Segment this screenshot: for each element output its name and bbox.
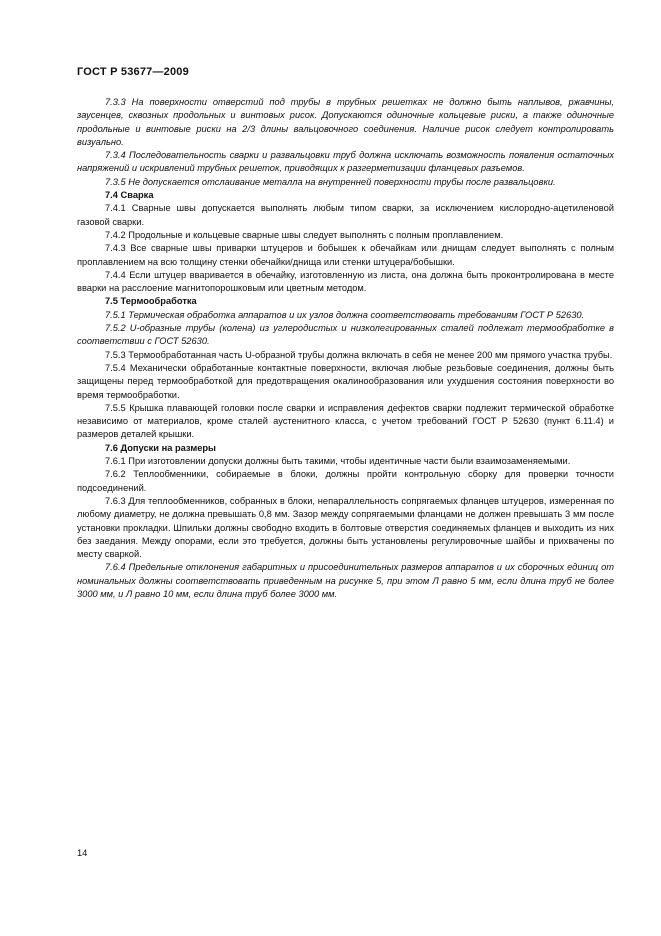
paragraph-7-5-5: 7.5.5 Крышка плавающей головки после сварки и исправления дефектов сварки подлежит термической обработке независимо от материалов, кроме сталей аустенитного класса, с учетом требований ГОСТ Р 52630 (пункт 6.11.4) и размеров деталей крышки. <box>77 402 614 440</box>
paragraph-7-3-3: 7.3.3 На поверхности отверстий под трубы в трубных решетках не должно быть наплывов, ржавчины, заусенцев, сквозных продольных и винтовых рисок. Допускаются одиночные кольцевые риски, а также одиночные продольные и винтовые риски на 2/3 длины вальцовочного соединения. Наличие рисок следует контролировать визуально. <box>77 97 614 147</box>
paragraph-7-5-1: 7.5.1 Термическая обработка аппаратов и их узлов должна соответствовать требованиям ГОСТ Р 52630. <box>105 309 585 320</box>
paragraph-7-6-4: 7.6.4 Предельные отклонения габаритных и присоединительных размеров аппаратов и их сборочных единиц от номинальных должны соответствовать приведенным на рисунке 5, при этом Л равно 5 мм, если длина труб не более 3000 мм, и Л равно 10 мм, если длина труб более 3000 мм. <box>77 562 614 599</box>
paragraph-7-4-4: 7.4.4 Если штуцер вваривается в обечайку, изготовленную из листа, она должна быть проконтролирована в месте вварки на расслоение магнитопорошковым или цветным методом. <box>77 269 614 294</box>
paragraph-7-4-1: 7.4.1 Сварные швы допускается выполнять любым типом сварки, за исключением кислородно-ацетиленовой газовой сварки. <box>77 203 614 227</box>
paragraph-7-5-2: 7.5.2 U-образные трубы (колена) из углеродистых и низколегированных сталей подлежат термообработке в соответствии с ГОСТ 52630. <box>77 323 614 347</box>
paragraph-7-4-2: 7.4.2 Продольные и кольцевые сварные швы следует выполнять с полным проплавлением. <box>105 229 504 240</box>
paragraph-7-4-3: 7.4.3 Все сварные швы приварки штуцеров и бобышек к обечайкам или днищам следует выполнять с полным проплавлением на всю толщину стенки обечайки/днища или стенки штуцера/бобышки. <box>77 243 614 267</box>
document-body <box>77 96 614 601</box>
paragraph-7-5-3: 7.5.3 Термообработанная часть U-образной трубы должна включать в себя не менее 200 мм прямого участка трубы. <box>105 349 613 360</box>
paragraph-7-6-1: 7.6.1 При изготовлении допуски должны быть такими, чтобы идентичные части были взаимозаменяемыми. <box>105 456 571 467</box>
paragraph-7-3-4: 7.3.4 Последовательность сварки и развальцовки труб должна исключать возможность появления остаточных напряжений и искривлений трубных решеток, приводящих к разгерметизации фланцевых разъемов. <box>77 150 614 174</box>
paragraph-7-5-4: 7.5.4 Механически обработанные контактные поверхности, включая любые резьбовые соединения, должны быть защищены перед термообработкой для предотвращения окалинообразования или ухудшения состояния поверхности во время термообработки. <box>77 362 614 400</box>
document-header: ГОСТ Р 53677—2009 <box>77 66 189 78</box>
paragraph-7-6-2: 7.6.2 Теплообменники, собираемые в блоки, должны пройти контрольную сборку для проверки точности подсоединений. <box>77 469 614 493</box>
paragraph-7-6-3: 7.6.3 Для теплообменников, собранных в блоки, непараллельность сопрягаемых фланцев штуцеров, измеренная по любому диаметру, не должна превышать 0,8 мм. Зазор между сопрягаемыми фланцами не должен превышать 3 мм после установки прокладки. Шпильки должны свободно входить в болтовые отверстия соединяемых фланцев и выходить из них без заедания. Между опорами, если это требуется, должны быть установлены регулировочные шайбы и прихвачены по месту сваркой. <box>77 495 614 560</box>
page-number: 14 <box>77 848 88 858</box>
section-heading-7-6: 7.6 Допуски на размеры <box>105 442 216 453</box>
section-heading-7-4: 7.4 Сварка <box>105 190 154 201</box>
paragraph-7-3-5: 7.3.5 Не допускается отслаивание металла на внутренней поверхности трубы после развальцовки. <box>105 176 556 187</box>
section-heading-7-5: 7.5 Термообработка <box>105 296 197 307</box>
